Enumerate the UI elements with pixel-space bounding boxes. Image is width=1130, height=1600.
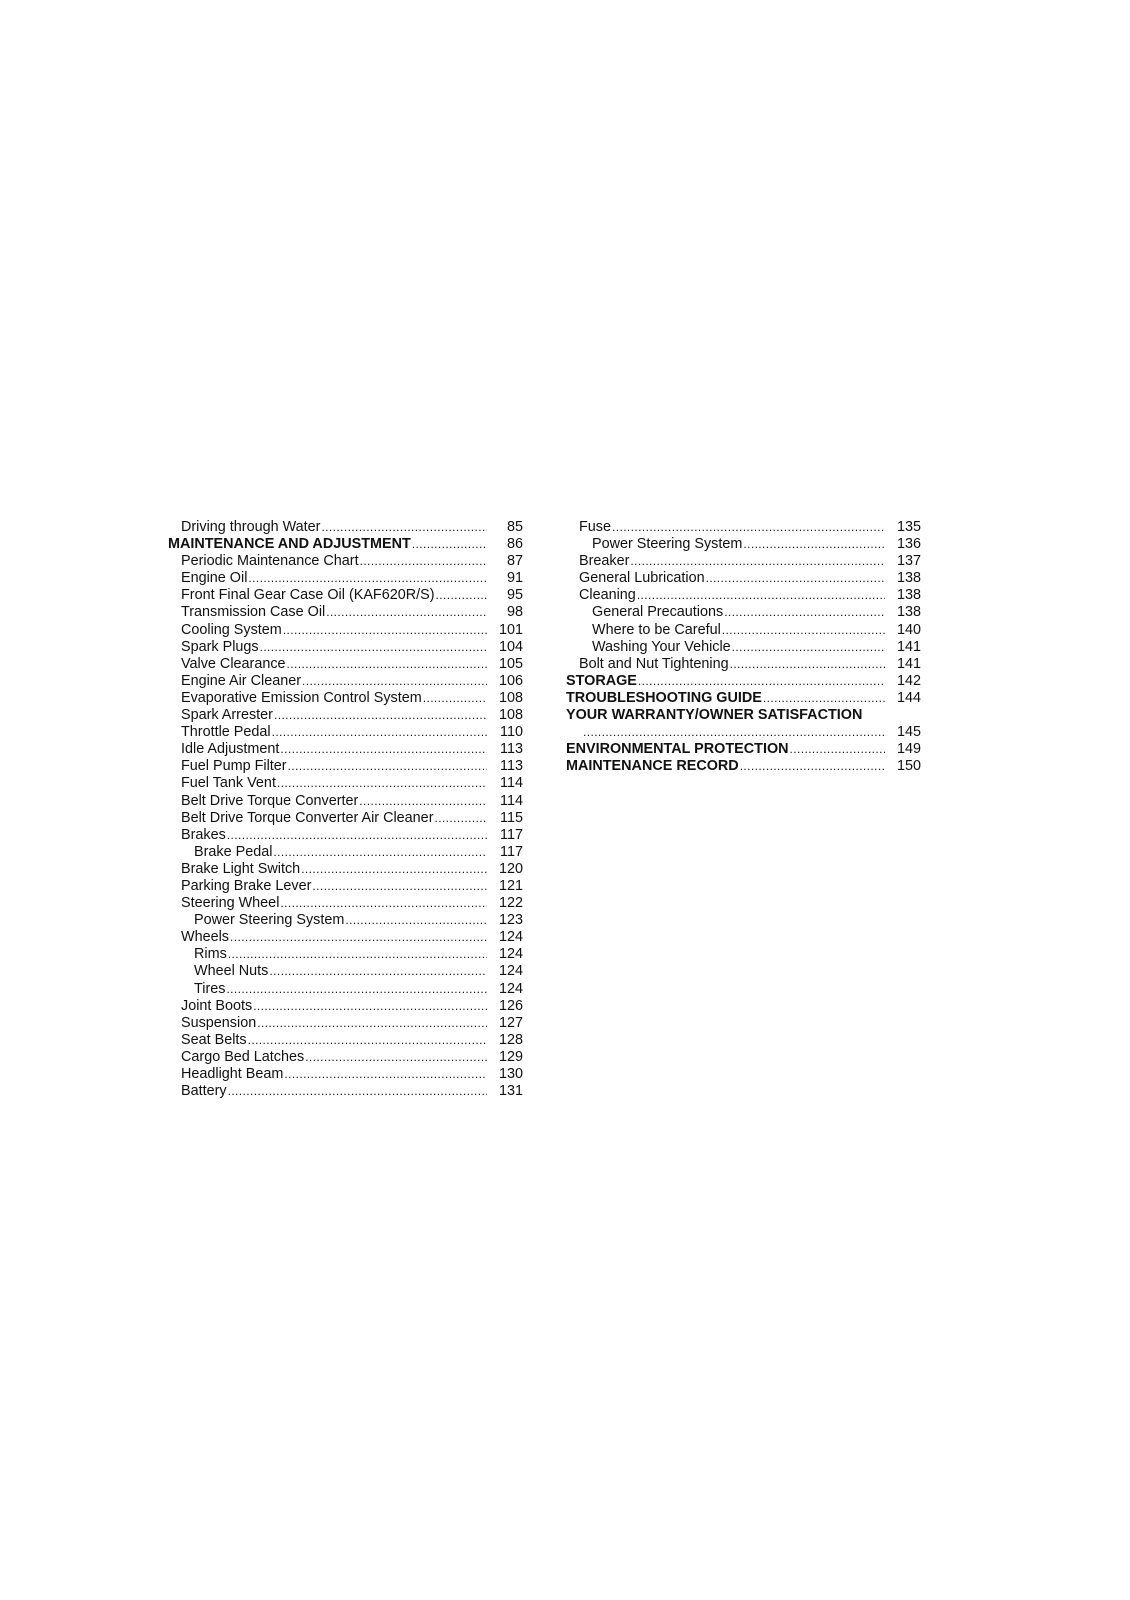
toc-page-number: 138 [896,587,921,604]
toc-entry [168,1083,523,1100]
toc-dot-leader [280,895,487,912]
toc-entry-title: Brakes [181,826,226,843]
toc-entry-title: STORAGE [566,672,637,689]
toc-entry-title: Engine Oil [181,570,248,587]
toc-left-column [168,519,523,1100]
toc-entry-title: Washing Your Vehicle [592,638,731,655]
toc-right-column [566,519,921,775]
toc-page-number: 114 [500,792,523,809]
toc-dot-leader [732,639,885,656]
toc-entry [168,622,523,639]
toc-page-number: 117 [500,843,523,860]
toc-entry [168,929,523,946]
toc-entry-title: YOUR WARRANTY/OWNER SATISFACTION [566,707,863,724]
toc-entry [168,519,523,536]
toc-entry-title: Front Final Gear Case Oil (KAF620R/S) [181,587,435,604]
toc-dot-leader [305,1049,487,1066]
toc-entry-title: Fuel Tank Vent [181,775,276,792]
toc-dot-leader [277,775,487,792]
toc-entry-title: Fuel Pump Filter [181,758,287,775]
toc-entry-title: General Lubrication [579,570,705,587]
toc-dot-leader [287,656,487,673]
toc-entry [566,587,921,604]
toc-entry [566,690,921,707]
toc-page-number: 141 [896,655,921,672]
toc-entry [168,673,523,690]
toc-entry-title: Seat Belts [181,1031,247,1048]
toc-page-number: 87 [506,553,523,570]
toc-page-number: 114 [500,775,523,792]
toc-entry-title: Spark Arrester [181,707,273,724]
toc-page-number: 108 [498,707,523,724]
toc-page-number: 144 [896,689,921,706]
toc-dot-leader [301,861,487,878]
toc-page-number: 98 [506,604,523,621]
toc-dot-leader [260,639,487,656]
toc-entry [168,963,523,980]
toc-entry-title: Belt Drive Torque Converter Air Cleaner [181,809,434,826]
toc-entry-title: Suspension [181,1014,257,1031]
toc-entry [566,604,921,621]
toc-page-number: 128 [498,1031,523,1048]
toc-entry-title: Tires [194,980,226,997]
toc-page-number: 124 [498,963,523,980]
toc-page-number: 95 [506,587,523,604]
toc-dot-leader [790,741,885,758]
toc-dot-leader [274,707,487,724]
toc-page-number: 106 [498,672,523,689]
toc-page-number: 113 [500,758,523,775]
toc-dot-leader [436,587,487,604]
toc-page-number: 101 [498,621,523,638]
toc-entry [168,707,523,724]
toc-page-number: 126 [498,997,523,1014]
toc-entry-title: Driving through Water [181,519,321,535]
toc-entry-title: Periodic Maintenance Chart [181,553,359,570]
toc-entry [566,741,921,758]
toc-dot-leader [272,724,487,741]
toc-page-number: 129 [498,1048,523,1065]
toc-dot-leader [280,741,487,758]
toc-dot-leader [724,604,885,621]
toc-dot-leader [583,724,885,741]
toc-entry-title: Valve Clearance [181,655,286,672]
toc-dot-leader [228,1083,487,1100]
toc-dot-leader [227,827,487,844]
toc-entry [566,536,921,553]
toc-page-number: 104 [498,638,523,655]
toc-page-number: 121 [498,877,523,894]
toc-page-number: 124 [498,946,523,963]
toc-dot-leader [740,758,885,775]
toc-entry [566,639,921,656]
toc-entry [168,587,523,604]
toc-page-number: 120 [498,860,523,877]
toc-entry-title: Parking Brake Lever [181,877,312,894]
toc-dot-leader [326,604,487,621]
toc-dot-leader [345,912,487,929]
toc-entry [168,553,523,570]
toc-page-number: 135 [896,519,921,535]
toc-dot-leader [288,758,487,775]
toc-page-number: 127 [498,1014,523,1031]
toc-page-number: 149 [896,741,921,758]
toc-entry-title: Bolt and Nut Tightening [579,655,729,672]
toc-entry [168,639,523,656]
toc-entry-title: Fuse [579,519,611,535]
toc-dot-leader [359,793,487,810]
toc-dot-leader [743,536,885,553]
toc-entry-title: Evaporative Emission Control System [181,689,422,706]
toc-dot-leader [730,656,885,673]
toc-entry [168,878,523,895]
toc-page-number: 115 [500,809,523,826]
toc-dot-leader [284,1066,487,1083]
toc-entry-title: Brake Light Switch [181,860,301,877]
toc-dot-leader [612,519,885,536]
toc-dot-leader [360,553,487,570]
toc-entry-title: ENVIRONMENTAL PROTECTION [566,741,789,758]
toc-entry [566,758,921,775]
toc-page-number: 123 [498,912,523,929]
toc-entry [566,656,921,673]
toc-entry [566,724,921,741]
toc-entry-title: Cooling System [181,621,282,638]
toc-dot-leader [434,810,487,827]
toc-entry-title: Wheels [181,929,229,946]
toc-page-number: 117 [500,826,523,843]
toc-entry-title: Cleaning [579,587,636,604]
toc-entry [168,810,523,827]
toc-entry [566,570,921,587]
toc-entry [566,622,921,639]
toc-dot-leader [230,929,487,946]
toc-entry [168,827,523,844]
toc-page-number: 137 [896,553,921,570]
toc-dot-leader [638,673,885,690]
toc-entry [168,724,523,741]
toc-entry [168,604,523,621]
toc-entry [168,656,523,673]
toc-dot-leader [321,519,487,536]
toc-entry-title: TROUBLESHOOTING GUIDE [566,689,762,706]
toc-dot-leader [312,878,487,895]
toc-entry-title: Headlight Beam [181,1066,284,1082]
toc-entry [168,895,523,912]
toc-dot-leader [630,553,885,570]
toc-entry [168,775,523,792]
toc-entry-title: Transmission Case Oil [181,604,326,621]
toc-entry-title: Joint Boots [181,997,253,1014]
toc-entry [168,912,523,929]
toc-dot-leader [226,981,487,998]
toc-page-number: 85 [506,519,523,535]
toc-entry-title: MAINTENANCE AND ADJUSTMENT [168,536,411,553]
toc-page-number: 142 [896,672,921,689]
toc-entry [168,570,523,587]
toc-entry-title: Throttle Pedal [181,724,271,741]
toc-dot-leader [248,1032,487,1049]
toc-page-number: 145 [896,724,921,741]
toc-page-number: 108 [498,689,523,706]
toc-entry-title: Brake Pedal [194,843,273,860]
toc-entry-title: Where to be Careful [592,621,721,638]
toc-entry-title: General Precautions [592,604,724,621]
toc-entry [168,741,523,758]
toc-page-number: 131 [498,1083,523,1100]
toc-entry [566,553,921,570]
toc-entry [168,1032,523,1049]
toc-entry [168,946,523,963]
toc-dot-leader [763,690,885,707]
toc-dot-leader [302,673,487,690]
toc-entry [168,793,523,810]
toc-dot-leader [269,963,487,980]
toc-dot-leader [257,1015,487,1032]
toc-page-number: 124 [498,929,523,946]
toc-page-number: 138 [896,570,921,587]
toc-entry-title: Breaker [579,553,630,570]
toc-dot-leader [283,622,487,639]
toc-entry [168,981,523,998]
toc-entry [168,1015,523,1032]
toc-entry [168,861,523,878]
toc-entry-title: MAINTENANCE RECORD [566,758,739,775]
toc-page-number: 140 [896,621,921,638]
toc-page-number: 130 [498,1066,523,1082]
toc-dot-leader [253,998,487,1015]
toc-entry [168,844,523,861]
toc-entry-title: Battery [181,1083,227,1100]
toc-page-number: 91 [506,570,523,587]
toc-dot-leader [722,622,885,639]
toc-page-number: 141 [896,638,921,655]
toc-page-number: 138 [896,604,921,621]
toc-dot-leader [273,844,487,861]
toc-entry-title: Spark Plugs [181,638,259,655]
toc-entry-title: Power Steering System [194,912,345,929]
toc-entry-title: Idle Adjustment [181,741,280,758]
toc-entry [168,998,523,1015]
toc-page-number: 124 [498,980,523,997]
toc-dot-leader [423,690,487,707]
toc-entry-title: Steering Wheel [181,895,280,912]
toc-entry [566,707,921,724]
toc-entry [566,519,921,536]
toc-dot-leader [637,587,885,604]
toc-entry-title: Engine Air Cleaner [181,672,301,689]
toc-page-number: 110 [500,724,523,741]
toc-dot-leader [706,570,885,587]
toc-entry [566,673,921,690]
toc-entry [168,758,523,775]
toc-page-number: 122 [498,895,523,912]
toc-entry-title: Power Steering System [592,536,743,553]
toc-entry [168,1066,523,1083]
toc-dot-leader [248,570,487,587]
toc-entry-title: Rims [194,946,227,963]
toc-entry-title: Belt Drive Torque Converter [181,792,359,809]
toc-page-number: 136 [896,536,921,553]
toc-entry [168,536,523,553]
toc-entry [168,1049,523,1066]
toc-page-number: 150 [896,758,921,775]
toc-entry-title: Cargo Bed Latches [181,1048,305,1065]
toc-entry [168,690,523,707]
toc-entry-title: Wheel Nuts [194,963,269,980]
toc-page-number: 86 [506,536,523,553]
toc-dot-leader [412,536,487,553]
toc-page-number: 105 [498,655,523,672]
toc-dot-leader [228,946,487,963]
toc-page-number: 113 [500,741,523,758]
